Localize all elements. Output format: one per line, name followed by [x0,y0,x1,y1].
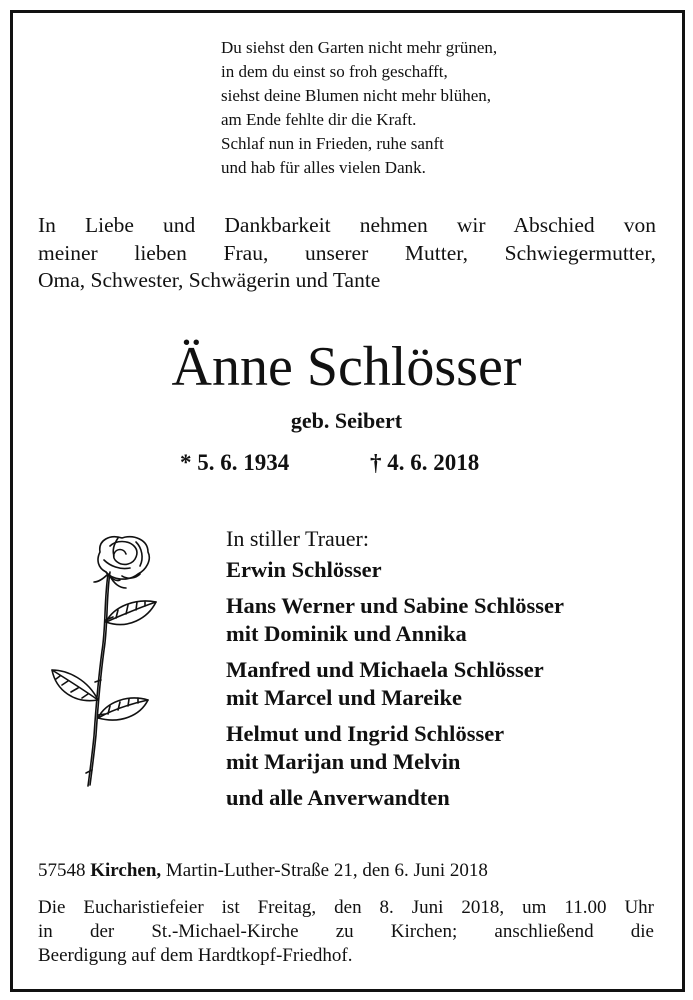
mourner-group [226,556,564,584]
street-date: Martin-Luther-Straße 21, den 6. Juni 2018 [165,860,488,881]
service-line: Beerdigung auf dem Hardtkopf-Friedhof. [38,945,353,966]
poem-line: in dem du einst so froh geschafft, [221,62,448,81]
service-line: in der St.-Michael-Kirche zu Kirchen; anschließend die [38,921,654,942]
mourner-line: mit Marijan und Melvin [226,749,461,774]
mourner-line: Manfred und Michaela Schlösser [226,657,544,682]
poem-line: siehst deine Blumen nicht mehr blühen, [221,86,492,105]
town: Kirchen, [90,860,162,881]
mourner-group [226,720,564,776]
intro-line: meiner lieben Frau, unserer Mutter, Schwiegermutter, [38,240,656,265]
postcode: 57548 [38,860,86,881]
mourner-line: und alle Anverwandten [226,785,450,810]
poem [221,36,497,180]
poem-line: am Ende fehlte dir die Kraft. [221,110,417,129]
deceased-name: Änne Schlösser [171,336,522,398]
poem-line: Schlaf nun in Frieden, ruhe sanft [221,134,444,153]
rose-illustration-icon [48,530,168,800]
mourning-lead: In stiller Trauer: [226,526,369,551]
mourner-line: Helmut und Ingrid Schlösser [226,721,505,746]
mourner-group [226,656,564,712]
intro-text [38,212,656,295]
poem-line: Du siehst den Garten nicht mehr grünen, [221,38,498,57]
intro-line: In Liebe und Dankbarkeit nehmen wir Abschied von [38,213,656,237]
mourner-line: mit Marcel und Mareike [226,685,462,710]
birth-date: * 5. 6. 1934 [180,450,290,475]
mourner-group [226,592,564,648]
mourner-line: mit Dominik und Annika [226,621,467,646]
mourner-group [226,784,564,812]
poem-line: und hab für alles vielen Dank. [221,158,426,177]
death-date: † 4. 6. 2018 [370,450,480,475]
address-line [38,860,488,882]
service-line: Die Eucharistiefeier ist Freitag, den 8. Juni 2018, um 11.00 Uhr [38,897,654,918]
maiden-name: geb. Seibert [290,408,403,433]
mourner-line: Hans Werner und Sabine Schlösser [226,593,564,618]
mourners-block [226,524,564,812]
service-info [38,896,654,968]
intro-line: Oma, Schwester, Schwägerin und Tante [38,268,381,292]
mourner-line: Erwin Schlösser [226,557,382,582]
